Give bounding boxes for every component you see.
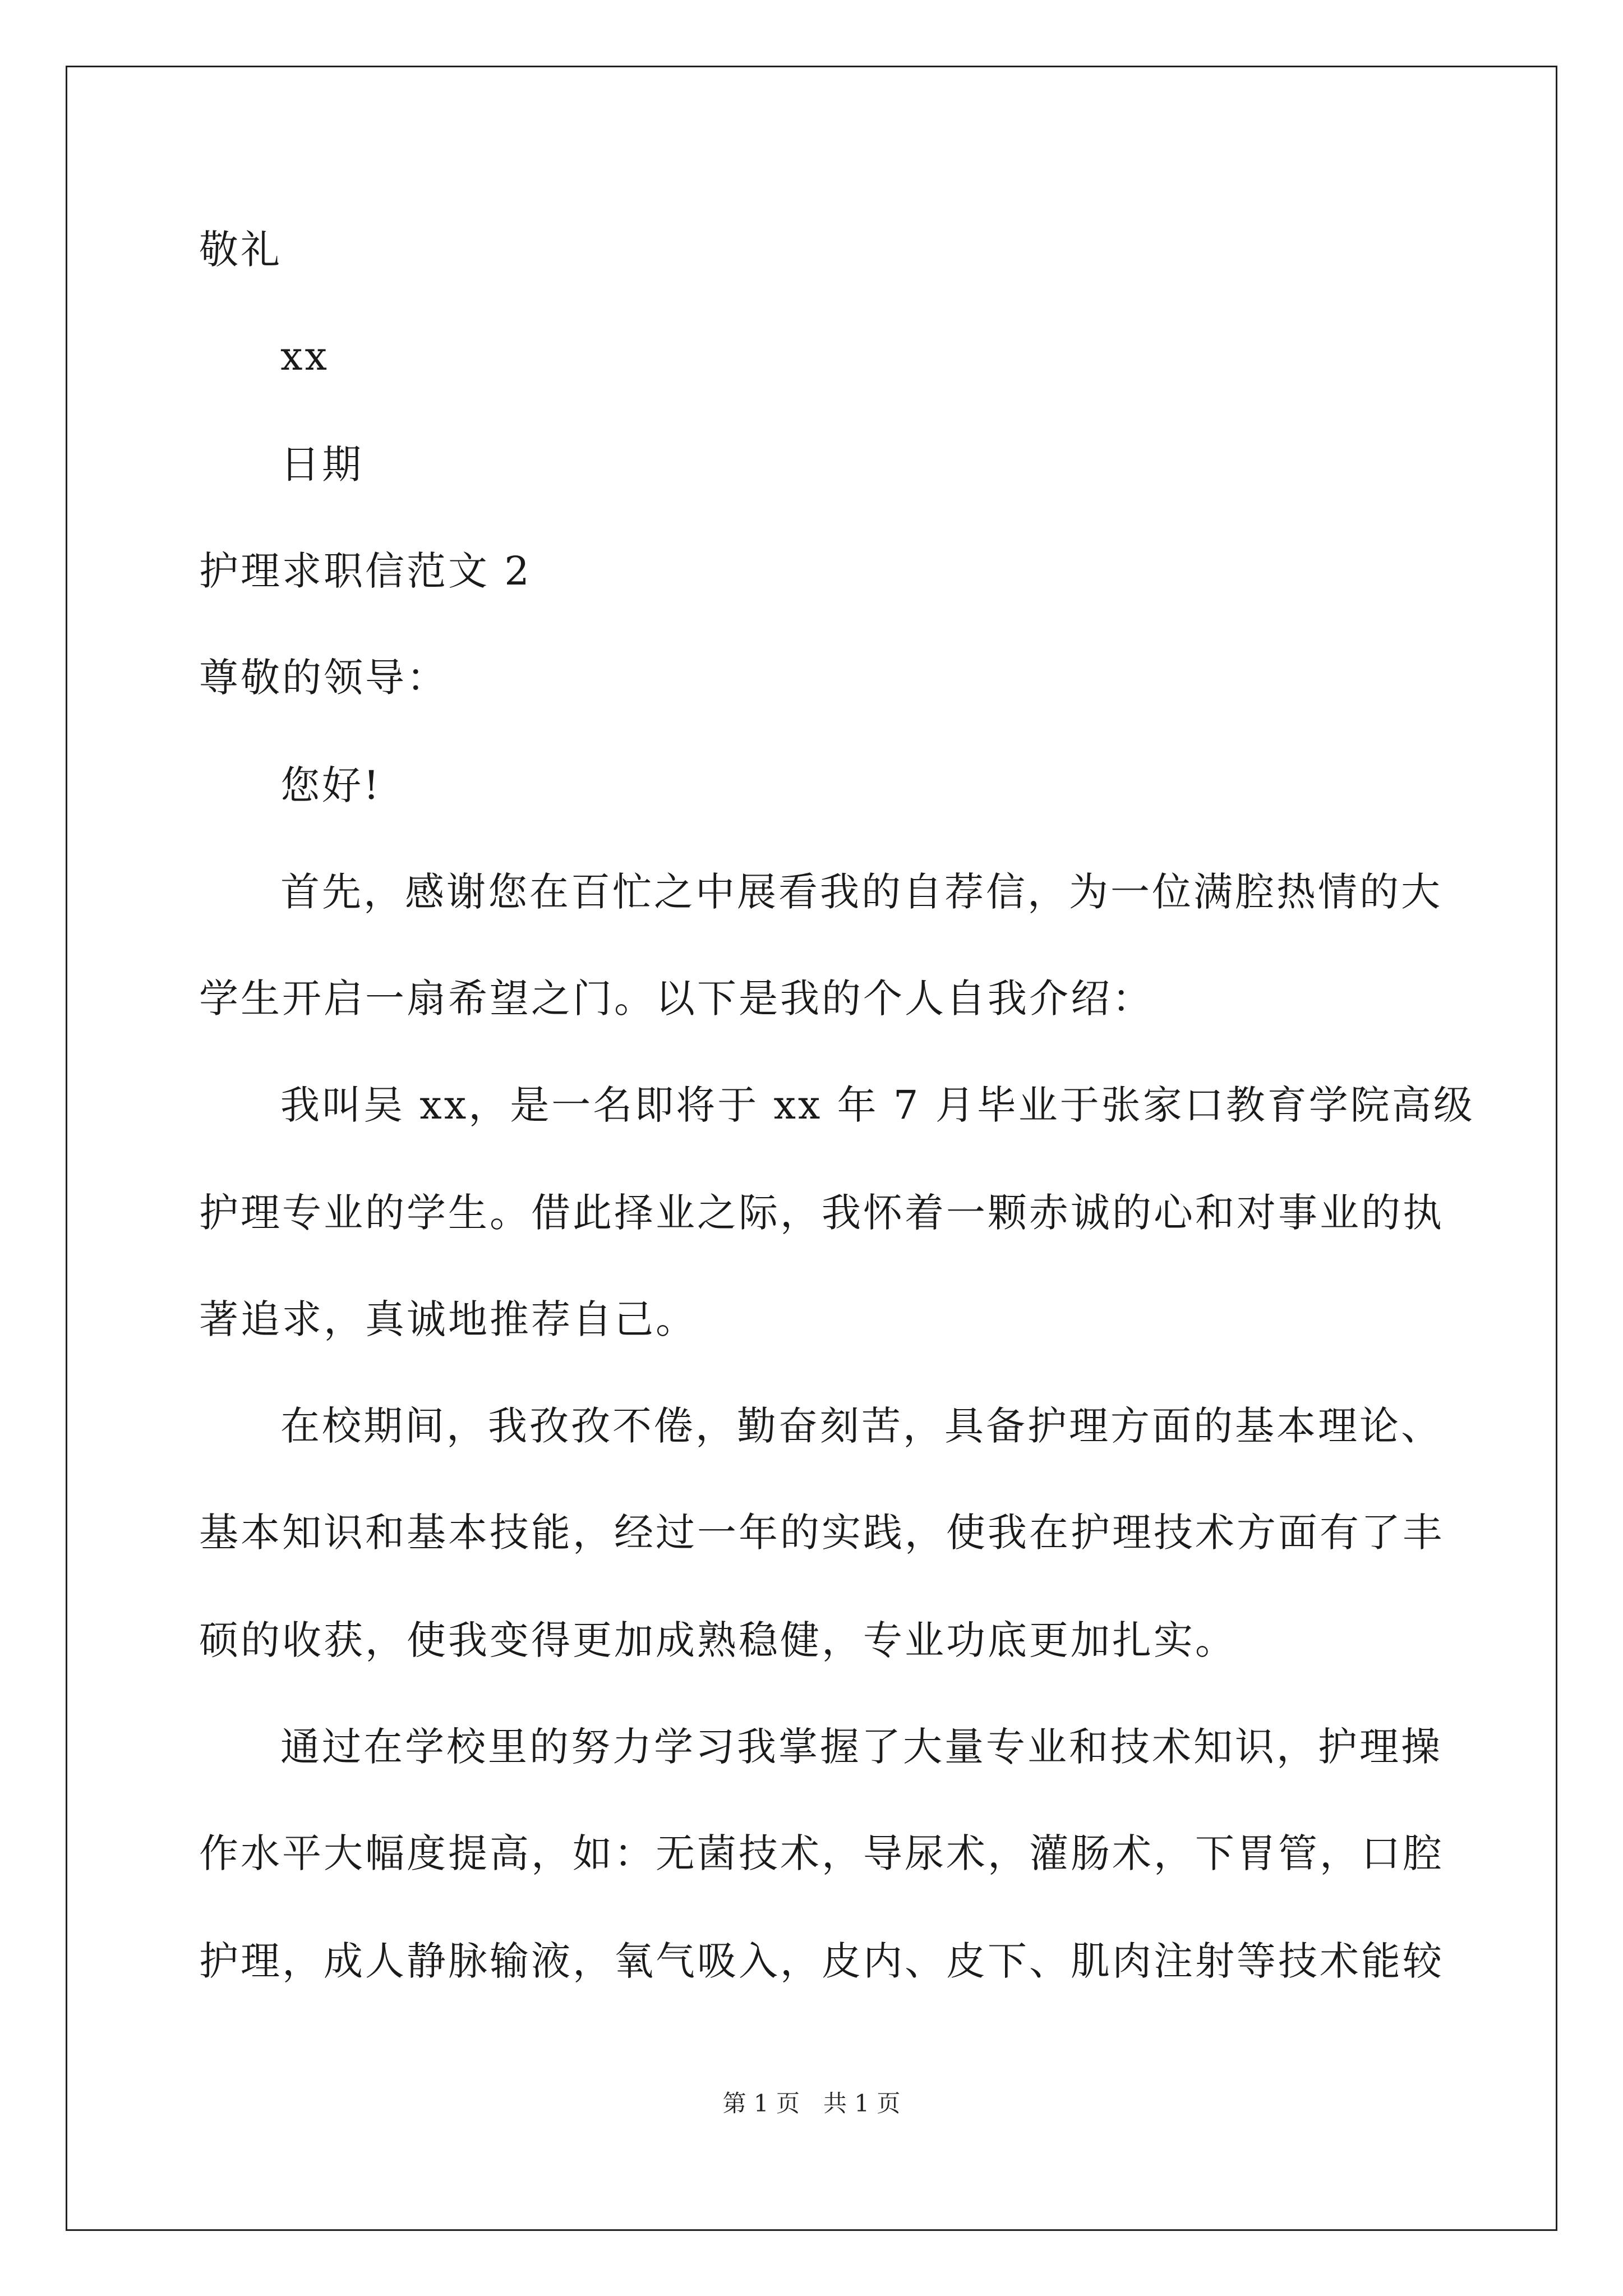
paragraph-line: 硕的收获，使我变得更加成熟稳健，专业功底更加扎实。	[199, 1617, 1237, 1663]
salutation-line: 您好!	[280, 762, 382, 808]
paragraph-line: 著追求，真诚地推荐自己。	[199, 1296, 697, 1342]
signature-date: 日期	[280, 441, 363, 487]
page-number-footer: 第 1 页 共 1 页	[722, 2090, 901, 2117]
paragraph-line: 首先，感谢您在百忙之中展看我的自荐信，为一位满腔热情的大	[280, 869, 1442, 915]
paragraph-line: 基本知识和基本技能，经过一年的实践，使我在护理技术方面有了丰	[199, 1510, 1444, 1556]
section-title: 护理求职信范文 2	[199, 548, 532, 594]
paragraph-line: 护理，成人静脉输液，氧气吸入，皮内、皮下、肌肉注射等技术能较	[199, 1938, 1444, 1984]
paragraph-line: 在校期间，我孜孜不倦，勤奋刻苦，具备护理方面的基本理论、	[280, 1403, 1442, 1449]
paragraph-line: 通过在学校里的努力学习我掌握了大量专业和技术知识，护理操	[280, 1724, 1442, 1770]
paragraph-line: 学生开启一扇希望之门。以下是我的个人自我介绍：	[199, 976, 1154, 1022]
paragraph-line: 作水平大幅度提高，如：无菌技术，导尿术，灌肠术，下胃管，口腔	[199, 1830, 1444, 1876]
paragraph-line: 我叫吴 xx，是一名即将于 xx 年 7 月毕业于张家口教育学院高级	[280, 1082, 1475, 1128]
greeting: 尊敬的领导：	[199, 655, 448, 701]
signature-name: xx	[280, 333, 329, 379]
paragraph-line: 护理专业的学生。借此择业之际，我怀着一颗赤诚的心和对事业的执	[199, 1190, 1444, 1236]
closing-salutation: 敬礼	[199, 227, 282, 273]
page-border	[66, 66, 1557, 2231]
